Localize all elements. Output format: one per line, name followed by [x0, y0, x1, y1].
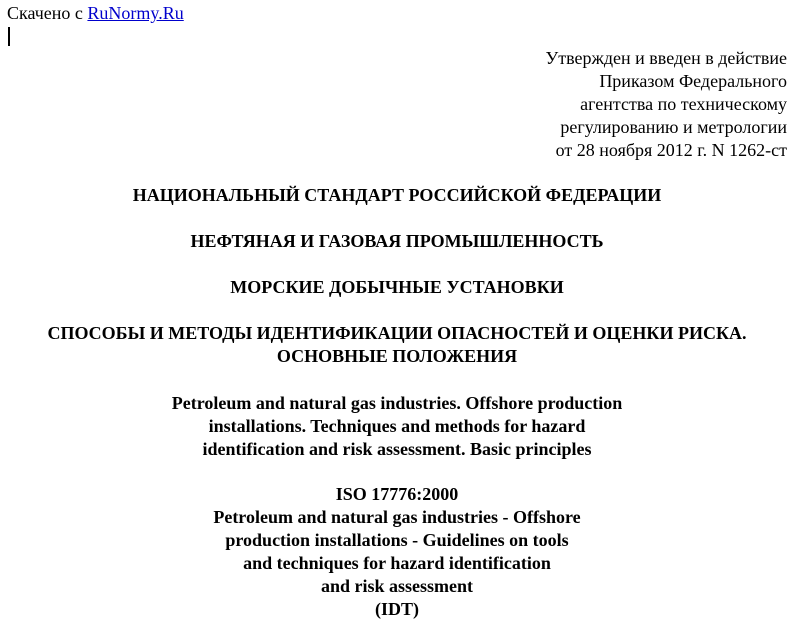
heading-text: МОРСКИЕ ДОБЫЧНЫЕ УСТАНОВКИ: [230, 277, 564, 297]
heading-line: ОСНОВНЫЕ ПОЛОЖЕНИЯ: [276, 346, 518, 366]
iso-number: ISO 17776:2000: [335, 484, 459, 504]
national-standard-heading: [0, 184, 794, 207]
heading-text: НАЦИОНАЛЬНЫЙ СТАНДАРТ РОССИЙСКОЙ ФЕДЕРАЦИИ: [132, 185, 662, 205]
iso-title-line: and techniques for hazard identification: [243, 553, 551, 573]
approval-block: [545, 47, 787, 162]
approval-line: Приказом Федерального: [599, 71, 787, 91]
approval-line: Утвержден и введен в действие: [545, 48, 787, 68]
iso-title-line: and risk assessment: [320, 576, 474, 596]
heading-text: НЕФТЯНАЯ И ГАЗОВАЯ ПРОМЫШЛЕННОСТЬ: [190, 231, 604, 251]
iso-title-line: production installations - Guidelines on tools: [225, 530, 569, 550]
industry-heading: [0, 230, 794, 253]
approval-line: агентства по техническому: [580, 94, 787, 114]
english-title-line: Petroleum and natural gas industries. Offshore production: [171, 393, 623, 413]
heading-line: СПОСОБЫ И МЕТОДЫ ИДЕНТИФИКАЦИИ ОПАСНОСТЕЙ И ОЦЕНКИ РИСКА.: [47, 323, 747, 343]
approval-line: от 28 ноября 2012 г. N 1262-ст: [555, 140, 787, 160]
source-prefix: Скачено с: [7, 3, 83, 23]
methods-heading: [0, 322, 794, 368]
text-cursor: [8, 27, 10, 46]
iso-title-line: Petroleum and natural gas industries - Offshore: [213, 507, 581, 527]
iso-equivalence: (IDT): [375, 599, 419, 619]
english-title-line: installations. Techniques and methods for hazard: [208, 416, 586, 436]
english-title-line: identification and risk assessment. Basic principles: [202, 439, 592, 459]
runormy-link[interactable]: RuNormy.Ru: [87, 3, 184, 23]
source-line: [7, 2, 184, 24]
english-title: [0, 392, 794, 461]
iso-reference: [0, 483, 794, 621]
approval-line: регулированию и метрологии: [560, 117, 787, 137]
installations-heading: [0, 276, 794, 299]
